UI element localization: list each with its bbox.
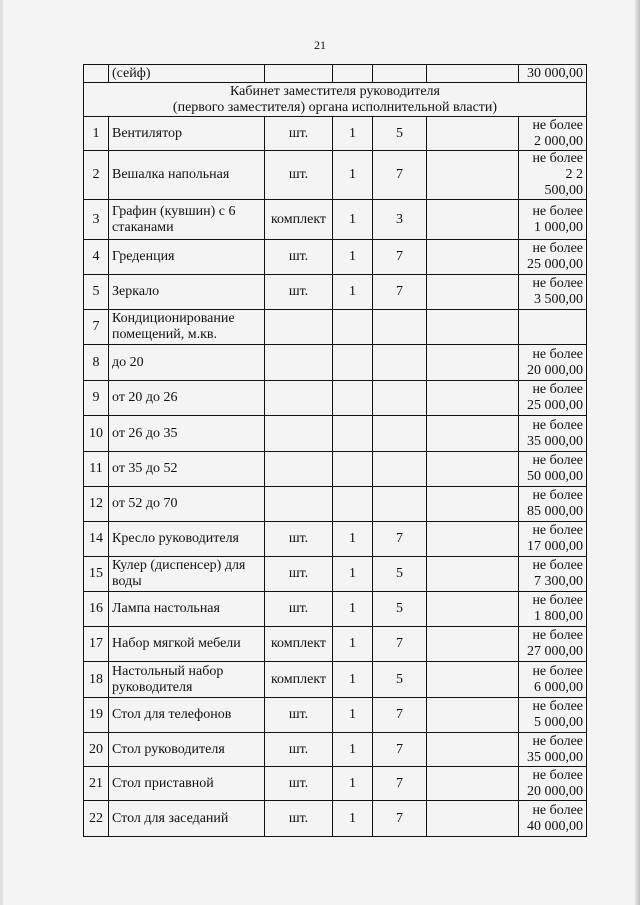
price-line: не более xyxy=(532,117,583,133)
item-name: Кресло руководителя xyxy=(109,522,265,557)
price-line: 1 800,00 xyxy=(534,609,583,624)
empty-cell xyxy=(427,275,519,310)
item-quantity: 1 xyxy=(333,767,373,801)
item-price xyxy=(519,452,587,487)
empty-cell xyxy=(427,200,519,240)
item-name: от 26 до 35 xyxy=(109,416,265,452)
price-line: не более xyxy=(532,733,583,749)
item-quantity: 1 xyxy=(333,627,373,662)
table-row xyxy=(84,487,587,522)
item-quantity: 1 xyxy=(333,275,373,310)
empty-cell xyxy=(427,240,519,275)
price-line: 35 000,00 xyxy=(527,433,583,449)
item-name: Стол для телефонов xyxy=(109,698,265,733)
price-line: не более xyxy=(532,151,583,166)
item-service-years xyxy=(373,345,427,381)
item-unit xyxy=(265,345,333,381)
empty-cell xyxy=(427,487,519,522)
empty-cell xyxy=(427,662,519,698)
item-service-years: 7 xyxy=(373,733,427,767)
item-quantity xyxy=(333,452,373,487)
item-price xyxy=(519,200,587,240)
price-line: 3 500,00 xyxy=(534,292,583,307)
item-quantity: 1 xyxy=(333,592,373,627)
table-body xyxy=(84,65,587,837)
item-number: 8 xyxy=(84,345,109,381)
item-service-years: 7 xyxy=(373,240,427,275)
table-row xyxy=(84,627,587,662)
price-line: не более xyxy=(532,346,583,362)
item-unit: шт. xyxy=(265,117,333,151)
price-line: не более xyxy=(532,628,583,643)
item-price xyxy=(519,487,587,522)
item-number: 10 xyxy=(84,416,109,452)
table-row xyxy=(84,767,587,801)
item-price xyxy=(519,801,587,837)
table-row xyxy=(84,240,587,275)
item-name: Вентилятор xyxy=(109,117,265,151)
table-row xyxy=(84,117,587,151)
item-quantity xyxy=(333,487,373,522)
item-price xyxy=(519,698,587,733)
item-name: Греденция xyxy=(109,240,265,275)
item-number: 2 xyxy=(84,151,109,200)
empty-cell xyxy=(427,767,519,801)
item-unit: комплект xyxy=(265,200,333,240)
item-quantity: 1 xyxy=(333,200,373,240)
item-name: до 20 xyxy=(109,345,265,381)
item-unit: шт. xyxy=(265,557,333,592)
item-quantity: 1 xyxy=(333,698,373,733)
item-service-years: 7 xyxy=(373,151,427,200)
table-row xyxy=(84,452,587,487)
item-unit xyxy=(265,487,333,522)
item-unit: шт. xyxy=(265,592,333,627)
price-line: не более xyxy=(532,276,583,291)
item-service-years: 7 xyxy=(373,767,427,801)
item-number: 7 xyxy=(84,310,109,345)
item-number: 5 xyxy=(84,275,109,310)
empty-cell xyxy=(427,416,519,452)
item-name: от 35 до 52 xyxy=(109,452,265,487)
item-price xyxy=(519,416,587,452)
empty-cell xyxy=(427,801,519,837)
item-service-years xyxy=(373,381,427,416)
item-quantity xyxy=(333,345,373,381)
item-unit: комплект xyxy=(265,662,333,698)
item-price: 30 000,00 xyxy=(519,65,587,83)
item-service-years: 7 xyxy=(373,627,427,662)
price-line: не более xyxy=(532,767,583,783)
item-price xyxy=(519,345,587,381)
item-name: Лампа настольная xyxy=(109,592,265,627)
item-unit: шт. xyxy=(265,801,333,837)
price-line: 25 000,00 xyxy=(527,257,583,272)
price-line: 500,00 xyxy=(544,183,583,198)
item-service-years xyxy=(373,416,427,452)
table-row xyxy=(84,557,587,592)
item-service-years: 5 xyxy=(373,557,427,592)
item-quantity xyxy=(333,381,373,416)
item-number: 1 xyxy=(84,117,109,151)
item-service-years: 5 xyxy=(373,117,427,151)
table-row xyxy=(84,733,587,767)
item-price xyxy=(519,275,587,310)
item-quantity: 1 xyxy=(333,801,373,837)
item-service-years xyxy=(373,310,427,345)
item-price xyxy=(519,662,587,698)
item-unit: шт. xyxy=(265,767,333,801)
item-name: Зеркало xyxy=(109,275,265,310)
item-quantity: 1 xyxy=(333,557,373,592)
price-line: не более xyxy=(532,802,583,818)
item-service-years xyxy=(373,452,427,487)
section-title-line: (первого заместителя) органа исполнительной власти) xyxy=(172,99,498,115)
item-name: Стол приставной xyxy=(109,767,265,801)
item-number: 3 xyxy=(84,200,109,240)
item-unit xyxy=(265,381,333,416)
item-number: 9 xyxy=(84,381,109,416)
item-number: 14 xyxy=(84,522,109,557)
item-quantity: 1 xyxy=(333,733,373,767)
price-line: не более xyxy=(532,241,583,256)
empty-cell xyxy=(427,151,519,200)
item-number: 22 xyxy=(84,801,109,837)
price-line: 5 000,00 xyxy=(534,715,583,730)
empty-cell xyxy=(427,698,519,733)
price-line: не более xyxy=(532,699,583,714)
page-number: 21 xyxy=(314,38,326,52)
empty-cell xyxy=(427,381,519,416)
price-line: 27 000,00 xyxy=(527,644,583,659)
item-price xyxy=(519,522,587,557)
item-name: от 20 до 26 xyxy=(109,381,265,416)
item-quantity: 1 xyxy=(333,662,373,698)
table-row xyxy=(84,381,587,416)
item-number: 15 xyxy=(84,557,109,592)
table-row xyxy=(84,310,587,345)
table-row-safe xyxy=(84,65,587,83)
price-line: не более xyxy=(532,593,583,608)
item-number: 20 xyxy=(84,733,109,767)
item-service-years: 7 xyxy=(373,275,427,310)
item-unit: комплект xyxy=(265,627,333,662)
item-unit: шт. xyxy=(265,240,333,275)
table-row xyxy=(84,592,587,627)
item-price xyxy=(519,151,587,200)
item-number: 4 xyxy=(84,240,109,275)
equipment-table xyxy=(83,64,587,837)
item-price xyxy=(519,627,587,662)
item-service-years: 7 xyxy=(373,522,427,557)
price-line: не более xyxy=(532,417,583,433)
item-number: 12 xyxy=(84,487,109,522)
scan-right-edge xyxy=(634,0,640,905)
price-line: не более xyxy=(532,488,583,503)
scan-left-edge xyxy=(0,0,3,905)
price-line: 20 000,00 xyxy=(527,783,583,799)
item-quantity xyxy=(333,310,373,345)
empty-cell xyxy=(427,592,519,627)
item-price xyxy=(519,767,587,801)
item-price xyxy=(519,310,587,345)
item-price xyxy=(519,240,587,275)
item-number: 19 xyxy=(84,698,109,733)
item-quantity: 1 xyxy=(333,522,373,557)
price-line: 7 300,00 xyxy=(534,574,583,589)
item-number: 11 xyxy=(84,452,109,487)
price-line: не более xyxy=(532,382,583,397)
price-line: 40 000,00 xyxy=(527,818,583,834)
table-row xyxy=(84,345,587,381)
price-line: не более xyxy=(532,203,583,219)
item-service-years: 7 xyxy=(373,801,427,837)
empty-cell xyxy=(427,733,519,767)
price-line: 2 000,00 xyxy=(534,133,583,149)
item-name: Набор мягкой мебели xyxy=(109,627,265,662)
item-service-years: 5 xyxy=(373,592,427,627)
price-line: 17 000,00 xyxy=(527,539,583,554)
empty-cell xyxy=(427,345,519,381)
price-line: 2 2 xyxy=(565,167,583,182)
price-line: не более xyxy=(532,453,583,468)
item-price xyxy=(519,117,587,151)
item-unit: шт. xyxy=(265,698,333,733)
section-title-line: Кабинет заместителя руководителя xyxy=(230,83,440,99)
item-price xyxy=(519,733,587,767)
table-row xyxy=(84,698,587,733)
table-row xyxy=(84,275,587,310)
item-quantity: 1 xyxy=(333,240,373,275)
item-price xyxy=(519,557,587,592)
item-unit xyxy=(265,310,333,345)
item-name: Стол для заседаний xyxy=(109,801,265,837)
table-row xyxy=(84,522,587,557)
item-name: Кондиционирование помещений, м.кв. xyxy=(109,310,265,345)
price-line: 6 000,00 xyxy=(534,679,583,695)
item-number: 17 xyxy=(84,627,109,662)
item-number: 21 xyxy=(84,767,109,801)
price-line: 1 000,00 xyxy=(534,219,583,235)
price-line: не более xyxy=(532,663,583,679)
price-line: 85 000,00 xyxy=(527,504,583,519)
price-line: 35 000,00 xyxy=(527,749,583,765)
item-service-years: 3 xyxy=(373,200,427,240)
item-number: 18 xyxy=(84,662,109,698)
table-row xyxy=(84,200,587,240)
table-row xyxy=(84,416,587,452)
section-title xyxy=(84,83,587,117)
item-name: от 52 до 70 xyxy=(109,487,265,522)
item-unit xyxy=(265,452,333,487)
item-name: Кулер (диспенсер) для воды xyxy=(109,557,265,592)
item-number: 16 xyxy=(84,592,109,627)
table-row xyxy=(84,801,587,837)
item-service-years: 5 xyxy=(373,662,427,698)
price-line: не более xyxy=(532,558,583,573)
section-header-row xyxy=(84,83,587,117)
empty-cell xyxy=(427,117,519,151)
item-unit xyxy=(265,416,333,452)
empty-cell xyxy=(427,310,519,345)
item-quantity: 1 xyxy=(333,117,373,151)
item-unit: шт. xyxy=(265,733,333,767)
price-line: 50 000,00 xyxy=(527,469,583,484)
empty-cell xyxy=(427,627,519,662)
item-quantity xyxy=(333,416,373,452)
item-unit: шт. xyxy=(265,151,333,200)
price-line: 25 000,00 xyxy=(527,398,583,413)
item-price xyxy=(519,381,587,416)
empty-cell xyxy=(427,522,519,557)
item-price xyxy=(519,592,587,627)
item-unit: шт. xyxy=(265,275,333,310)
item-name: Стол руководителя xyxy=(109,733,265,767)
empty-cell xyxy=(427,452,519,487)
item-service-years xyxy=(373,487,427,522)
price-line: 20 000,00 xyxy=(527,362,583,378)
item-name: Вешалка напольная xyxy=(109,151,265,200)
price-line: не более xyxy=(532,523,583,538)
empty-cell xyxy=(427,557,519,592)
item-name: Настольный набор руководителя xyxy=(109,662,265,698)
item-service-years: 7 xyxy=(373,698,427,733)
item-name: Графин (кувшин) с 6 стаканами xyxy=(109,200,265,240)
table-row xyxy=(84,662,587,698)
item-quantity: 1 xyxy=(333,151,373,200)
item-unit: шт. xyxy=(265,522,333,557)
item-name: (сейф) xyxy=(109,65,265,83)
table-row xyxy=(84,151,587,200)
